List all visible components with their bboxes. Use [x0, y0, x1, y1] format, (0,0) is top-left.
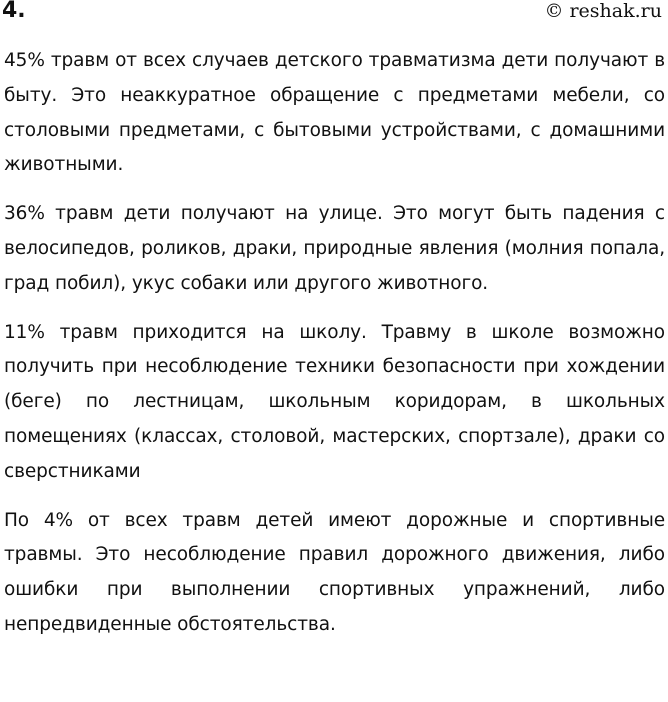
answer-text	[4, 44, 665, 657]
paragraph-road-sport-injuries: По 4% от всех травм детей имеют дорожные и спортивные травмы. Это несоблюдение правил дорожного движения, либо ошибки при выполнении спортивных упражнений, либо непредвиденные обстоятельства.	[4, 509, 665, 635]
page-header	[0, 0, 668, 30]
task-number: 4.	[2, 0, 26, 23]
paragraph-home-injuries: 45% травм от всех случаев детского травматизма дети получают в быту. Это неаккуратное обращение с предметами мебели, со столовыми предметами, с бытовыми устройствами, с домашними животными.	[4, 50, 665, 176]
paragraph-school-injuries: 11% травм приходится на школу. Травму в школе возможно получить при несоблюдение техники безопасности при хождении (беге) по лестницам, школьным коридорам, в школьных помещениях (классах, столовой, мастерских, спортзале), драки со сверстниками	[4, 321, 665, 482]
watermark: © reshak.ru	[544, 0, 662, 22]
paragraph-street-injuries: 36% травм дети получают на улице. Это могут быть падения с велосипедов, роликов, драки, природные явления (молния попала, град побил), укус собаки или другого животного.	[4, 203, 665, 294]
